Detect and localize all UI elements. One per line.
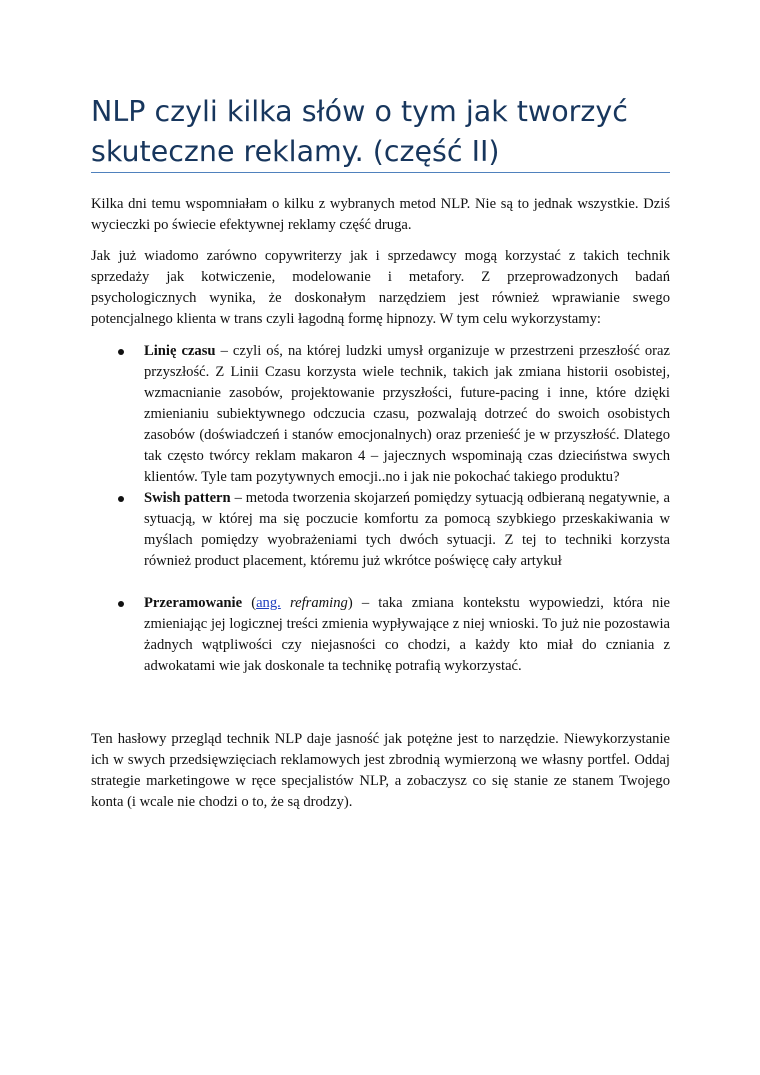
techniques-intro-paragraph: Jak już wiadomo zarówno copywriterzy jak i sprzedawcy mogą korzystać z takich technik sprzedaży jak kotwiczenie, modelowanie i metafory. Z przeprowadzonych badań psychologicznych wynika, że doskonałym narzędziem jest również wprawianie swego potencjalnego klienta w trans czyli łagodną formę hipnozy. W tym celu wykorzystamy: [91, 248, 670, 327]
title-underline-divider [91, 172, 670, 173]
techniques-list [91, 341, 670, 677]
bullet-icon [118, 496, 124, 502]
paren-open: ( [242, 595, 257, 611]
list-item [91, 593, 670, 677]
bullet-icon [118, 601, 124, 607]
list-item [91, 488, 670, 572]
page-title: NLP czyli kilka słów o tym jak tworzyć skuteczne reklamy. (część II) [91, 95, 628, 168]
technique-term: Przeramowanie [144, 595, 243, 611]
technique-description: – czyli oś, na której ludzki umysł organizuje w przestrzeni przeszłość oraz przyszłość. Z Linii Czasu korzysta wiele technik, takich jak zmiana historii osobistej, wzmacnianie zasobów, projektowanie przyszłości, future-pacing i inne, które dzięki zmienianiu subiektywnego odczucia czasu, pozwalają dotrzeć do swoich osobistych zasobów (doświadczeń i stanów emocjonalnych) oraz przenieść je w przyszłość. Dlatego tak często twórcy reklam makaron 4 – jajecznych wspominają czas dzieciństwa swych klientów. Tyle tam pozytywnych emocji..no i jak nie pokochać takiego produktu? [144, 343, 670, 485]
technique-description: ) – taka zmiana kontekstu wypowiedzi, która nie zmieniając jej logicznej treści zmienia wypływające z niej wnioski. To już nie pozostawia żadnych wątpliwości czy niejasności co chodzi, a każdy kto miał do czniania z adwokatami wie jak doskonale ta technikę potrafią wykorzystać. [144, 595, 670, 674]
word-space [281, 595, 290, 611]
ang-link[interactable]: ang. [256, 595, 281, 611]
bullet-icon [118, 349, 124, 355]
intro-paragraph: Kilka dni temu wspomniałam o kilku z wybranych metod NLP. Nie są to jednak wszystkie. Dziś wycieczki po świecie efektywnej reklamy część druga. [91, 196, 670, 233]
technique-term: Linię czasu [144, 343, 216, 359]
list-item [91, 341, 670, 488]
technique-term: Swish pattern [144, 490, 231, 506]
technique-description: – metoda tworzenia skojarzeń pomiędzy sytuacją odbieraną negatywnie, a sytuacją, w której ma się poczucie komfortu za pomocą szybkiego przeskakiwania w myślach pomiędzy wyobrażeniami tych dwóch sytuacji. Z tej to techniki korzysta również product placement, któremu już wkrótce poświęcę cały artykuł [144, 490, 670, 569]
reframing-term: reframing [289, 595, 348, 611]
closing-paragraph: Ten hasłowy przegląd technik NLP daje jasność jak potężne jest to narzędzie. Niewykorzystanie ich w swych przedsięwzięciach reklamowych jest zbrodnią wymierzoną we własny portfel. Oddaj strategie marketingowe w ręce specjalistów NLP, a zobaczysz co się stanie ze stanem Twojego konta (i wcale nie chodzi o to, że są drodzy). [91, 731, 670, 810]
